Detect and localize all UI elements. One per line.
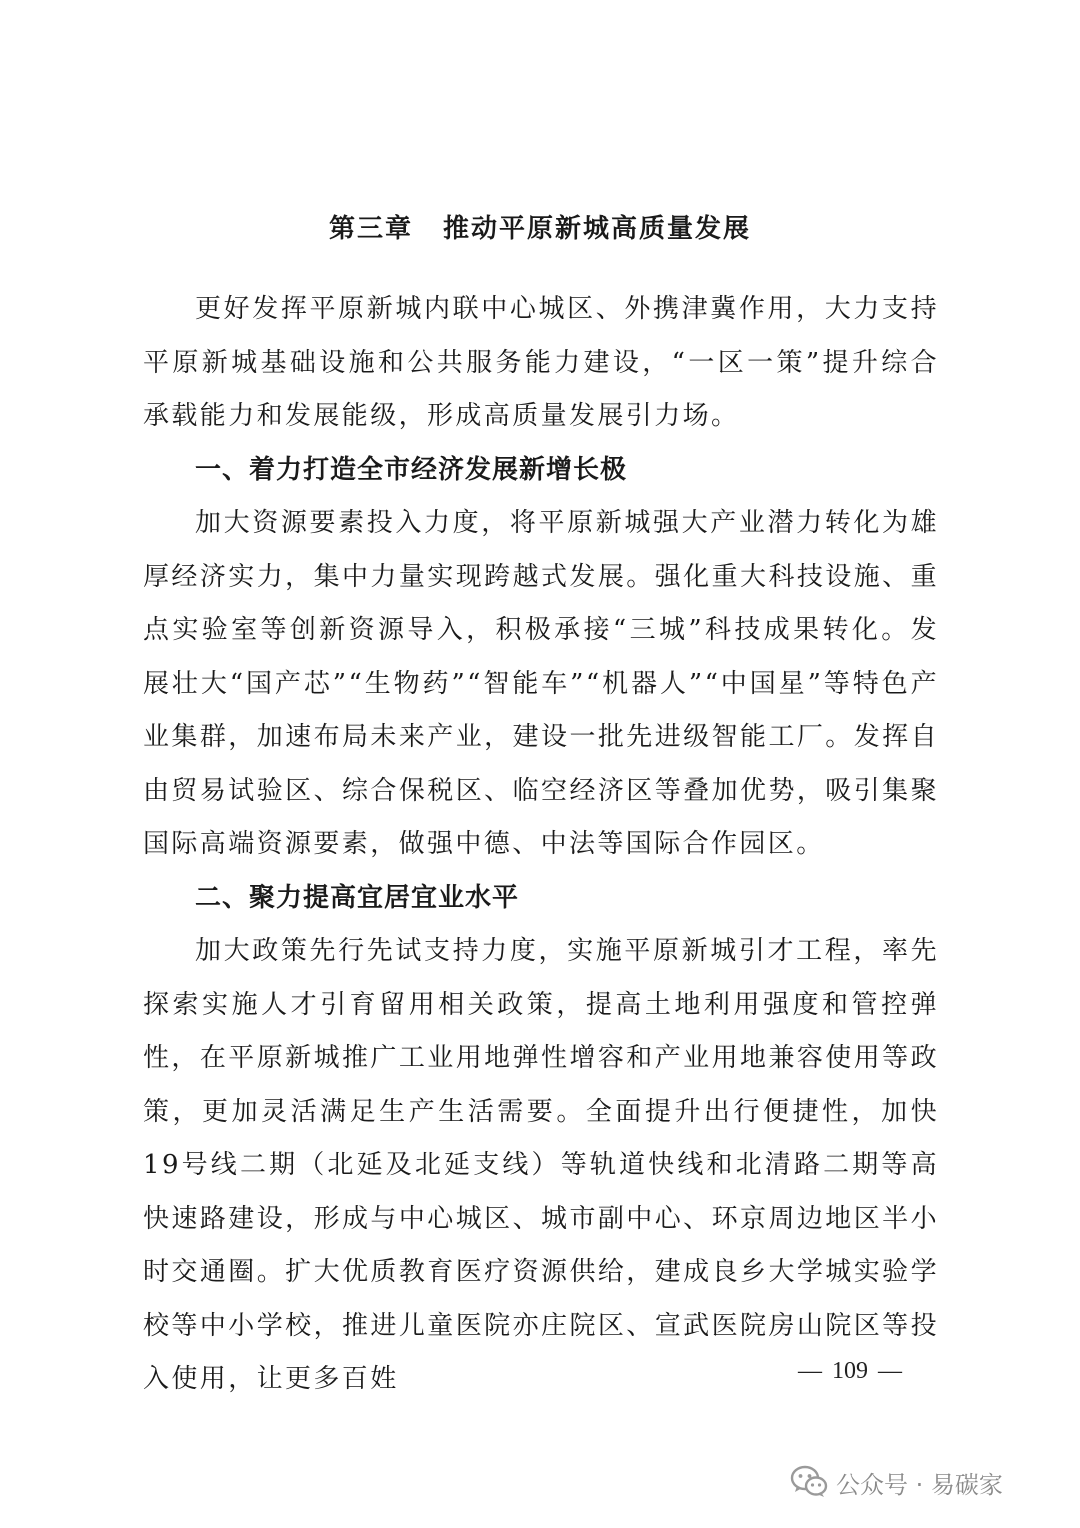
chapter-name: 推动平原新城高质量发展 — [443, 214, 752, 244]
watermark — [790, 1460, 1003, 1504]
page-footer — [785, 1358, 915, 1385]
section-heading-1: 一、着力打造全市经济发展新增长极 — [195, 454, 628, 485]
section-paragraph-1: 加大资源要素投入力度，将平原新城强大产业潜力转化为雄厚经济实力，集中力量实现跨越式发展。强化重大科技设施、重点实验室等创新资源导入，积极承接“三城”科技成果转化。发展壮大“国产芯”“生物药”“智能车”“机器人”“中国星”等特色产业集群，加速布局未来产业，建设一批先进级智能工厂。发挥自由贸易试验区、综合保税区、临空经济区等叠加优势，吸引集聚国际高端资源要素，做强中德、中法等国际合作园区。 — [143, 508, 939, 859]
page-number: 109 — [832, 1358, 868, 1384]
chapter-number: 第三章 — [328, 214, 413, 244]
document-body — [143, 283, 939, 1407]
intro-paragraph: 更好发挥平原新城内联中心城区、外携津冀作用，大力支持平原新城基础设施和公共服务能力建设，“一区一策”提升综合承载能力和发展能级，形成高质量发展引力场。 — [143, 294, 939, 431]
watermark-text: 公众号 · 易碳家 — [836, 1470, 1003, 1499]
chapter-title — [0, 208, 1080, 245]
section-paragraph-2: 加大政策先行先试支持力度，实施平原新城引才工程，率先探索实施人才引育留用相关政策，提高土地利用强度和管控弹性，在平原新城推广工业用地弹性增容和产业用地兼容使用等政策，更加灵活满足生产生活需要。全面提升出行便捷性，加快19号线二期（北延及北延支线）等轨道快线和北清路二期等高快速路建设，形成与中心城区、城市副中心、环京周边地区半小时交通圈。扩大优质教育医疗资源供给，建成良乡大学城实验学校等中小学校，推进儿童医院亦庄院区、宣武医院房山院区等投入使用，让更多百姓 — [143, 936, 939, 1394]
footer-dash-right: — — [878, 1358, 902, 1384]
section-heading-2: 二、聚力提高宜居宜业水平 — [195, 882, 520, 913]
footer-dash-left: — — [798, 1358, 822, 1384]
wechat-icon — [790, 1465, 828, 1499]
